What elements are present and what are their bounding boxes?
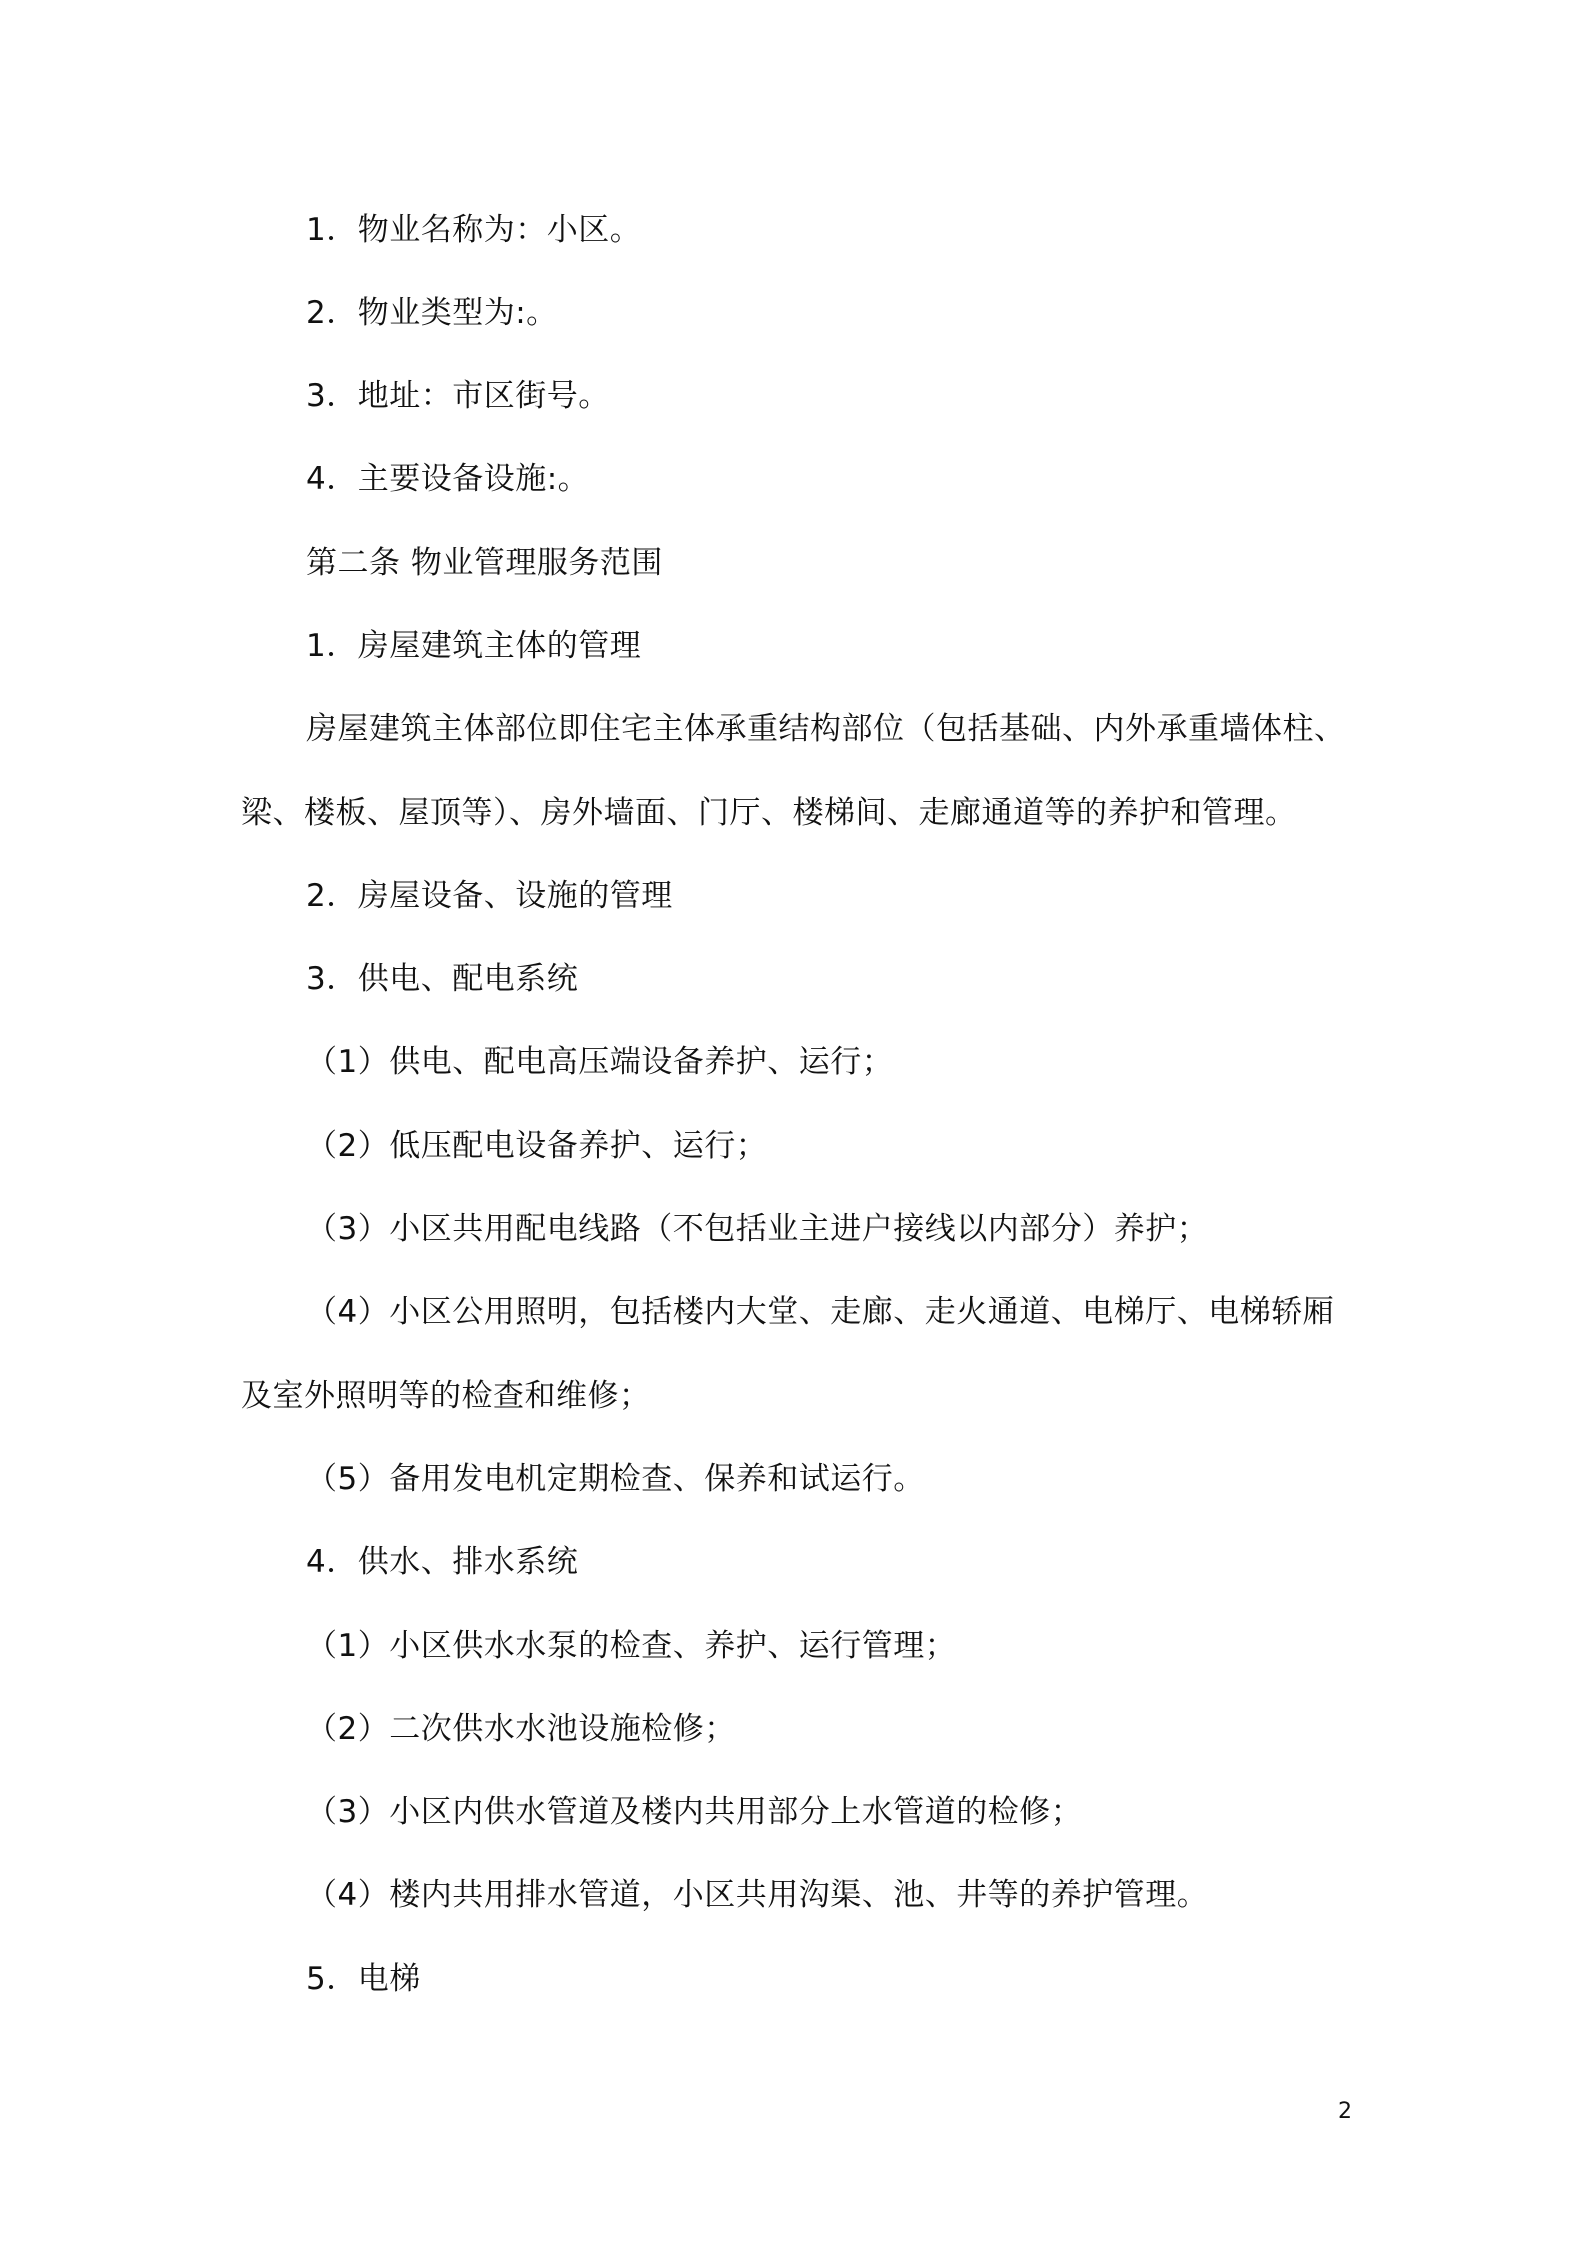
list-item: （5）备用发电机定期检查、保养和试运行。 bbox=[306, 1461, 925, 1497]
list-item: （4）楼内共用排水管道，小区共用沟渠、池、井等的养护管理。 bbox=[306, 1877, 1209, 1913]
section-heading-power: 3．供电、配电系统 bbox=[306, 961, 579, 997]
list-item-continuation: 及室外照明等的检查和维修； bbox=[241, 1378, 651, 1414]
page-number: 2 bbox=[1338, 2099, 1352, 2124]
address-line: 3．地址：市区街号。 bbox=[306, 378, 610, 414]
section-heading-equipment: 2．房屋设备、设施的管理 bbox=[306, 878, 673, 914]
property-type-line: 2．物业类型为:。 bbox=[306, 295, 558, 331]
list-item: （1）供电、配电高压端设备养护、运行； bbox=[306, 1044, 894, 1080]
list-item: （3）小区共用配电线路（不包括业主进户接线以内部分）养护； bbox=[306, 1211, 1209, 1247]
property-name-line: 1．物业名称为：小区。 bbox=[306, 212, 642, 248]
section-heading-water: 4．供水、排水系统 bbox=[306, 1544, 579, 1580]
list-item: （3）小区内供水管道及楼内共用部分上水管道的检修； bbox=[306, 1794, 1083, 1830]
section-heading-building: 1．房屋建筑主体的管理 bbox=[306, 628, 642, 664]
article-two-heading: 第二条 物业管理服务范围 bbox=[306, 545, 663, 581]
paragraph-line: 梁、楼板、屋顶等）、房外墙面、门厅、楼梯间、走廊通道等的养护和管理。 bbox=[241, 795, 1297, 831]
paragraph-line: 房屋建筑主体部位即住宅主体承重结构部位（包括基础、内外承重墙体柱、 bbox=[306, 711, 1346, 747]
main-facilities-line: 4．主要设备设施:。 bbox=[306, 461, 590, 497]
list-item: （4）小区公用照明，包括楼内大堂、走廊、走火通道、电梯厅、电梯轿厢 bbox=[306, 1294, 1335, 1330]
list-item: （2）低压配电设备养护、运行； bbox=[306, 1128, 768, 1164]
section-heading-elevator: 5．电梯 bbox=[306, 1961, 421, 1997]
list-item: （1）小区供水水泵的检查、养护、运行管理； bbox=[306, 1628, 957, 1664]
list-item: （2）二次供水水池设施检修； bbox=[306, 1711, 736, 1747]
